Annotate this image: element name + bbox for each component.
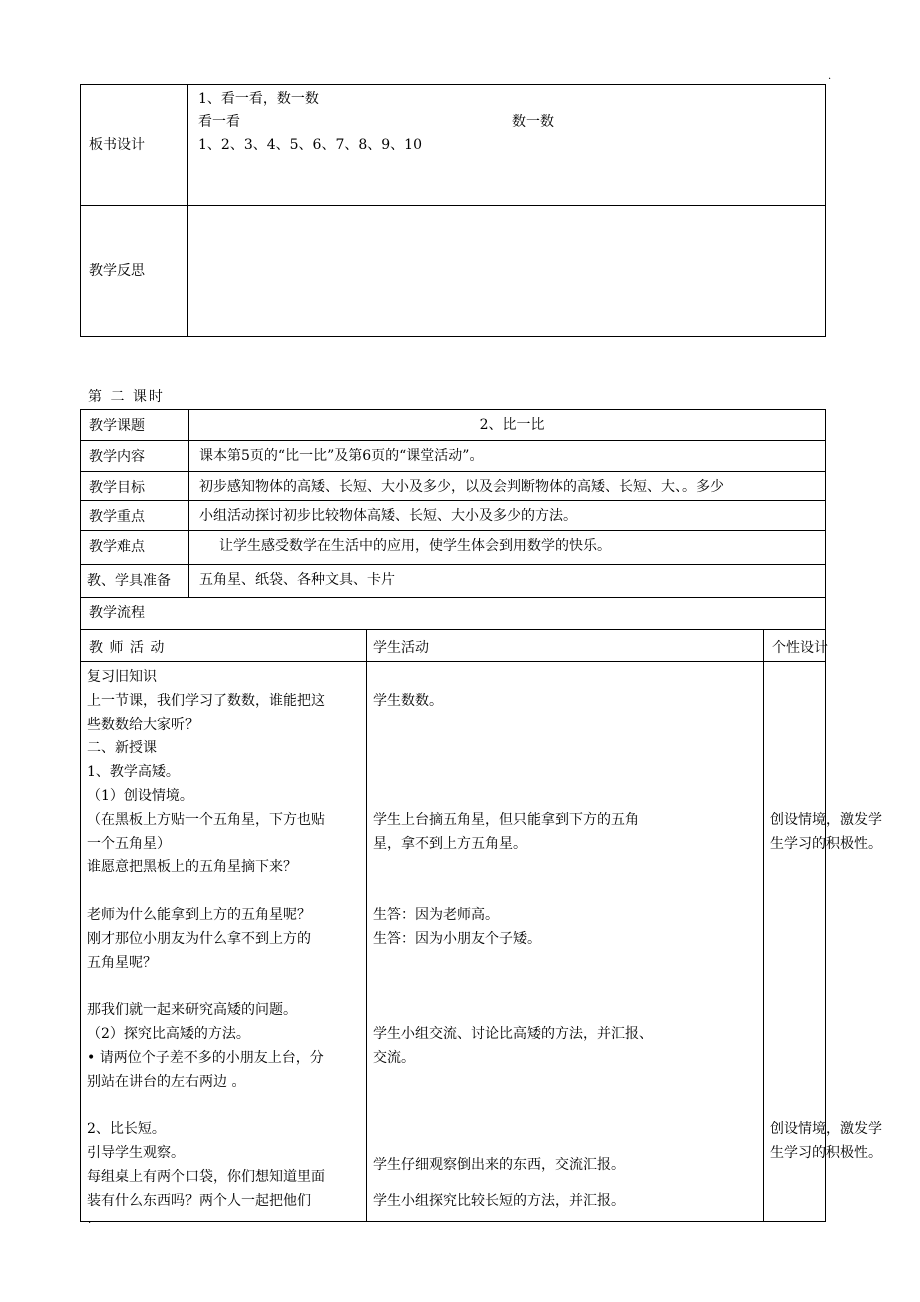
top-corner-mark: .: [828, 71, 832, 82]
topic-value: 2、比一比: [189, 410, 826, 441]
teacher-line: 二、新授课: [87, 740, 157, 757]
goal-value: 初步感知物体的高矮、长短、大小及多少，以及会判断物体的高矮、长短、大、。多少: [189, 472, 826, 501]
teacher-line: （1）创设情境。: [87, 788, 194, 804]
difficulty-value: 让学生感受数学在生活中的应用，使学生体会到用数学的快乐。: [189, 531, 826, 565]
teacher-line: 五角星呢？: [87, 954, 157, 971]
bottom-corner-mark: .: [88, 1215, 92, 1226]
lesson-heading: 第 二 课时: [88, 389, 165, 405]
board-line-2-right: 数一数: [512, 114, 554, 130]
materials-value: 五角星、纸袋、各种文具、卡片: [189, 565, 826, 598]
board-design-table: [80, 84, 826, 337]
teacher-line: 些数数给大家听？: [87, 716, 199, 733]
student-column-header: 学生活动: [367, 630, 764, 662]
board-line-2: [198, 111, 825, 134]
teacher-line: 2、比长短。: [87, 1121, 166, 1138]
student-line: 学生数数。: [373, 692, 443, 709]
board-line-2-left: 看一看: [198, 114, 240, 130]
teacher-line: 装有什么东西吗？两个人一起把他们: [87, 1192, 311, 1209]
teacher-line: 别站在讲台的左右两边 。: [87, 1073, 246, 1090]
teacher-activity-cell: [81, 662, 367, 1222]
student-line: 星，拿不到上方五角星。: [373, 835, 527, 852]
teacher-column-header: 教 师 活 动: [81, 630, 367, 662]
teacher-line: 谁愿意把黑板上的五角星摘下来？: [87, 859, 297, 876]
teacher-line: • 请两位个子差不多的小朋友上台，分: [87, 1049, 324, 1066]
teacher-line: 一个五角星）: [87, 835, 171, 852]
design-line: 生学习的积极性。: [770, 1145, 882, 1161]
teacher-line: 上一节课，我们学习了数数，谁能把这: [87, 692, 325, 709]
key-point-value: 小组活动探讨初步比较物体高矮、长短、大小及多少的方法。: [189, 501, 826, 531]
teacher-line: （在黑板上方贴一个五角星，下方也贴: [87, 811, 325, 828]
teacher-line: 刚才那位小朋友为什么拿不到上方的: [87, 930, 311, 947]
teacher-line: （2）探究比高矮的方法。: [87, 1026, 250, 1042]
design-column-header: 个性设计: [764, 630, 826, 662]
student-line: 生答：因为小朋友个子矮。: [373, 930, 541, 947]
student-line: 交流。: [373, 1049, 415, 1066]
board-design-label: 板书设计: [81, 85, 188, 206]
teacher-line: 那我们就一起来研究高矮的问题。: [87, 1002, 297, 1019]
reflection-label: 教学反思: [81, 206, 188, 337]
goal-label: 教学目标: [81, 472, 189, 501]
design-cell: [764, 662, 882, 1222]
student-line: 学生小组交流、讨论比高矮的方法，并汇报、: [373, 1026, 653, 1042]
teacher-line: 复习旧知识: [87, 669, 157, 685]
teacher-line: 每组桌上有两个口袋，你们想知道里面: [87, 1168, 325, 1185]
content-value: 课本第5页的“比一比”及第6页的“课堂活动”。: [189, 441, 826, 472]
design-line: 创设情境，激发学: [770, 811, 882, 828]
student-line: 生答：因为老师高。: [373, 907, 499, 923]
board-line-3: 1、2、3、4、5、6、7、8、9、10: [198, 137, 422, 153]
teacher-line: 引导学生观察。: [87, 1145, 185, 1161]
student-line: 学生上台摘五角星，但只能拿到下方的五角: [373, 811, 639, 828]
board-line-1: 1、看一看，数一数: [198, 91, 319, 107]
board-design-content: [188, 85, 826, 206]
difficulty-label: 教学难点: [81, 531, 189, 565]
topic-label: 教学课题: [81, 410, 189, 441]
reflection-content: [188, 206, 826, 337]
student-line: 学生小组探究比较长短的方法，并汇报。: [373, 1192, 625, 1209]
student-activity-cell: [367, 662, 764, 1222]
flow-label: 教学流程: [81, 598, 826, 630]
teacher-line: 老师为什么能拿到上方的五角星呢？: [87, 907, 311, 923]
teacher-line: 1、教学高矮。: [87, 764, 180, 781]
design-line: 生学习的积极性。: [770, 835, 882, 852]
design-line: 创设情境，激发学: [770, 1121, 882, 1138]
content-label: 教学内容: [81, 441, 189, 472]
materials-label: 教、学具准备: [81, 565, 189, 598]
lesson-plan-table: [80, 409, 882, 1222]
student-line: 学生仔细观察倒出来的东西，交流汇报。: [373, 1156, 625, 1173]
key-point-label: 教学重点: [81, 501, 189, 531]
